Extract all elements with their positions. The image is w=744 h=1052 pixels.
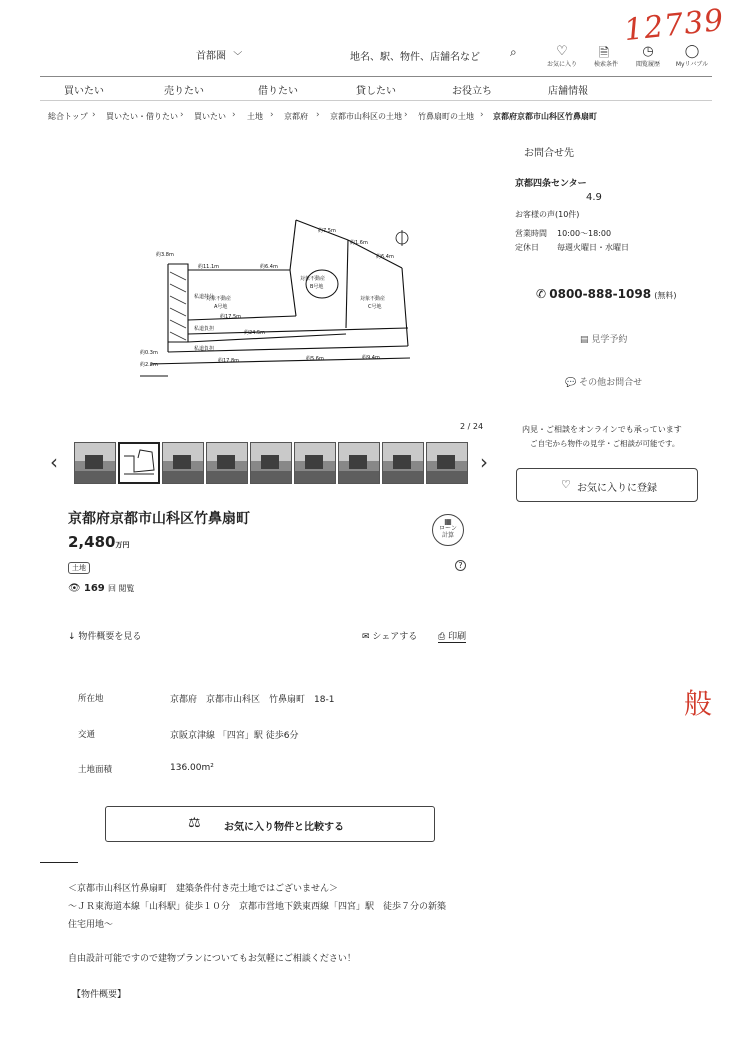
nav-rent[interactable]: 借りたい [258,86,298,97]
calendar-icon: ▤ [580,335,589,345]
phone-link[interactable] [536,287,677,301]
overview-label: 物件概要を見る [78,632,142,642]
breadcrumb-item[interactable]: 総合トップ [48,112,88,121]
history-icon[interactable]: ◷ [642,44,654,59]
favorite-label: お気に入りに登録 [577,483,657,494]
plan-dim: 約2.2m [140,362,158,368]
compare-label: お気に入り物件と比較する [224,822,344,833]
compare-favorites-button[interactable] [105,806,435,842]
favorite-register-button[interactable] [516,468,698,502]
arrow-down-icon: ↓ [68,632,76,642]
view-count-number: 169 [83,583,105,594]
region-selector[interactable] [196,47,242,62]
plan-dim: 約9.4m [362,355,380,361]
breadcrumb-item[interactable]: 竹鼻扇町の土地 [418,112,474,121]
nav-lease[interactable]: 貸したい [356,86,396,97]
nav-buy[interactable]: 買いたい [64,86,104,97]
print-label: 印刷 [448,632,467,642]
hours-value: 10:00～18:00 [557,229,612,238]
view-count-suffix: 回 閲覧 [107,584,135,593]
property-title: 京都府京都市山科区竹鼻扇町 [68,511,250,527]
gallery-thumbnail[interactable] [294,442,336,484]
price-number: 2,480 [68,533,116,551]
reviews-link[interactable]: お客様の声(10件) [515,210,580,219]
closed-value: 毎週火曜日・水曜日 [557,243,629,252]
plan-dim: 約24.5m [244,330,266,336]
plan-dim: 約6.4m [260,264,278,270]
nav-store-info[interactable]: 店舗情報 [548,86,588,97]
print-button[interactable] [438,629,466,643]
gallery-thumbnail[interactable] [250,442,292,484]
scale-icon: ⚖ [188,815,201,831]
breadcrumb-chevron-icon: › [92,110,96,120]
breadcrumb-chevron-icon: › [270,110,274,120]
plan-label-a: 対象不動産 [206,296,232,302]
chevron-left-icon[interactable]: ‹ [50,450,58,474]
plan-dim: 約17.5m [220,314,242,320]
account-icon[interactable]: ◯ [684,44,700,59]
type-badge: 土地 [68,562,90,574]
handwritten-mark: 般 [684,687,713,720]
help-icon[interactable]: ? [455,560,466,571]
plan-dim: 約7.5m [318,228,336,234]
history-label: 閲覧履歴 [635,61,660,68]
chat-icon: 💬 [565,378,577,388]
description-line: 自由設計可能ですので建物プランについてもお気軽にご相談ください！ [68,954,356,964]
breadcrumb-chevron-icon: › [232,110,236,120]
description-line: 住宅用地～ [68,920,114,930]
heart-icon: ♡ [561,478,571,491]
plan-label-c2: C号地 [368,304,382,310]
plan-dim: 約5.6m [306,356,324,362]
account-label: Myリバブル [675,61,709,68]
plan-road-2: 私道負担 [194,326,215,332]
plan-road-1: 私道持分 [194,294,215,300]
header-divider [40,76,712,77]
region-label: 首都圏 [196,51,226,62]
gallery-thumbnail[interactable] [74,442,116,484]
phone-number: 0800-888-1098 [549,287,652,301]
plan-label-b2: B号地 [310,284,324,290]
breadcrumb-item[interactable]: 京都府 [284,112,308,121]
gallery-thumbnail-selected[interactable] [118,442,160,484]
other-inquiry-link[interactable] [565,375,642,388]
plan-label-c: 対象不動産 [360,296,386,302]
breadcrumb-chevron-icon: › [316,110,320,120]
detail-value: 京都府 京都市山科区 竹鼻扇町 18-1 [170,695,335,705]
plan-label-b: 対象不動産 [300,276,326,282]
price [68,533,129,551]
store-rating: 4.9 [586,192,602,203]
description-line: 【物件概要】 [72,990,127,1000]
detail-label: 交通 [78,730,96,740]
phone-note: (無料) [654,291,677,300]
loan-label-2: 計算 [441,532,454,539]
breadcrumb-item[interactable]: 京都市山科区の土地 [330,112,402,121]
gallery-thumbnail[interactable] [338,442,380,484]
breadcrumb-item[interactable]: 土地 [247,112,263,121]
handwritten-number: 12739 [622,2,726,49]
gallery-thumbnail[interactable] [162,442,204,484]
store-name[interactable]: 京都四条センター [515,179,587,189]
search-conditions-icon[interactable]: 🗎 [598,46,610,61]
hours-label: 営業時間 [515,229,547,238]
search-icon[interactable]: ⌕ [510,45,517,59]
calculator-icon: ▦ [444,517,452,526]
gallery-counter: 2 / 24 [460,422,484,431]
closed-label: 定休日 [515,243,539,252]
view-count [68,583,135,594]
plan-road-3: 私道負担 [194,346,215,352]
breadcrumb-current: 京都府京都市山科区竹鼻扇町 [493,112,597,121]
nav-divider [40,100,712,101]
favorites-icon[interactable]: ♡ [556,44,568,59]
mail-icon: ✉ [362,632,370,642]
search-input[interactable]: 地名、駅、物件、店舗名など [350,52,480,63]
eye-icon: 👁 [68,583,81,594]
other-label: その他お問合せ [579,378,643,388]
sidebar-heading: お問合せ先 [524,148,574,159]
overview-link[interactable] [68,629,141,642]
breadcrumb-item[interactable]: 買いたい [194,112,226,121]
printer-icon: ⎙ [438,632,446,642]
breadcrumb-chevron-icon: › [480,110,484,120]
breadcrumb-item[interactable]: 買いたい・借りたい [106,112,178,121]
thumbnail-plan-icon [120,444,158,482]
chevron-right-icon[interactable]: › [480,450,488,474]
price-unit: 万円 [115,541,130,549]
plan-label-a2: A号地 [214,304,228,310]
description-line: ～ＪＲ東海道本線「山科駅」徒歩１０分 京都市営地下鉄東西線「四宮」駅 徒歩７分の新築 [68,902,447,912]
phone-icon: ✆ [536,287,547,301]
visit-reservation-link[interactable] [580,332,627,345]
chevron-down-icon: ﹀ [233,52,243,62]
online-title: 内見・ご相談をオンラインでも承っています [522,425,682,434]
online-subtitle: ご自宅から物件の見学・ご相談が可能です。 [530,439,680,448]
gallery-thumbnail[interactable] [206,442,248,484]
plan-dim: 約1.6m [350,240,368,246]
detail-value: 京阪京津線 「四宮」駅 徒歩6分 [170,731,299,741]
site-plan-image[interactable] [110,212,430,388]
detail-label: 土地面積 [78,765,113,775]
gallery-thumbnail[interactable] [426,442,468,484]
description-line: ＜京都市山科区竹鼻扇町 建築条件付き売土地ではございません＞ [68,884,339,894]
breadcrumb-chevron-icon: › [404,110,408,120]
nav-sell[interactable]: 売りたい [164,86,204,97]
favorites-label: お気に入り [546,61,577,68]
share-button[interactable] [362,629,417,642]
plan-dim: 約17.8m [218,358,240,364]
visit-label: 見学予約 [591,335,628,345]
loan-calculator-button[interactable] [432,514,464,546]
plan-dim: 約6.4m [376,254,394,260]
detail-value: 136.00m² [170,763,214,773]
plan-dim: 約11.1m [198,264,220,270]
plan-dim: 約3.8m [156,252,174,258]
gallery-thumbnail[interactable] [382,442,424,484]
breadcrumb-chevron-icon: › [180,110,184,120]
share-label: シェアする [372,632,418,642]
nav-useful[interactable]: お役立ち [452,86,492,97]
detail-label: 所在地 [78,694,104,704]
search-conditions-label: 検索条件 [593,61,618,68]
plan-dim: 約0.3m [140,350,158,356]
loan-label-1: ローン [439,525,457,532]
section-divider [40,862,78,863]
